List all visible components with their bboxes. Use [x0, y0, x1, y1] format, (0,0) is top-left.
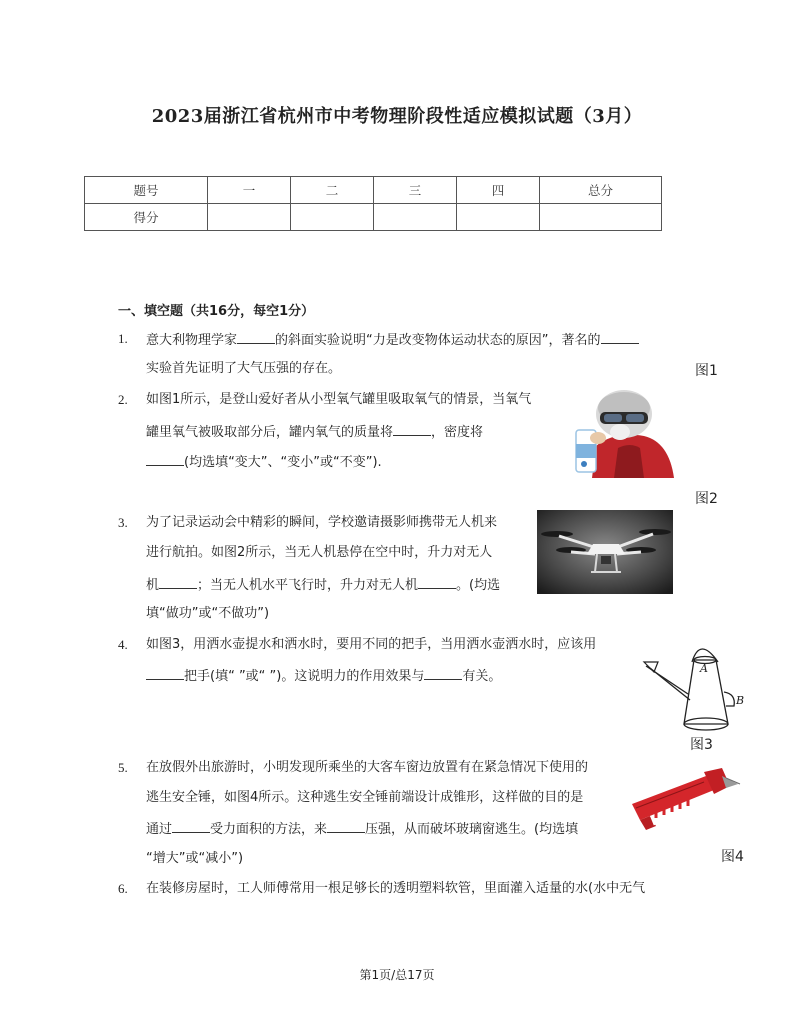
- table-cell: 四: [457, 177, 540, 204]
- question-number: 5.: [118, 760, 128, 775]
- question-line: 为了记录运动会中精彩的瞬间，学校邀请摄影师携带无人机来: [146, 515, 498, 530]
- question-line: 进行航拍。如图2所示，当无人机悬停在空中时，升力对无人: [146, 545, 493, 560]
- figure-point-label: B: [736, 694, 745, 707]
- figure-point-label: A: [700, 662, 708, 675]
- question-number: 2.: [118, 392, 128, 407]
- section-heading: 一、填空题（共16分，每空1分）: [118, 304, 315, 319]
- question-line: 填“做功”或“不做功”): [146, 606, 270, 621]
- table-cell: 得分: [85, 204, 208, 231]
- answer-blank[interactable]: [172, 820, 210, 833]
- question-line: “增大”或“减小”): [146, 851, 244, 866]
- answer-blank[interactable]: [601, 331, 639, 344]
- answer-blank[interactable]: [146, 453, 184, 466]
- answer-blank[interactable]: [393, 423, 431, 436]
- figure-label: 图4: [721, 849, 744, 865]
- score-input-cell[interactable]: [291, 204, 374, 231]
- question-line: (均选填“变大”、“变小”或“不变”).: [146, 453, 382, 471]
- answer-blank[interactable]: [424, 667, 462, 680]
- table-row: [85, 204, 662, 231]
- figure-label: 图3: [690, 737, 713, 753]
- table-cell: 总分: [540, 177, 662, 204]
- question-line: 把手(填“ ”或“ ”)。这说明力的作用效果与 有关。: [146, 667, 501, 685]
- answer-blank[interactable]: [418, 576, 456, 589]
- answer-blank[interactable]: [159, 576, 197, 589]
- drone-image: [537, 510, 673, 594]
- score-input-cell[interactable]: [540, 204, 662, 231]
- table-row: [85, 177, 662, 204]
- watering-can-diagram: [640, 632, 746, 736]
- score-input-cell[interactable]: [374, 204, 457, 231]
- table-cell: 二: [291, 177, 374, 204]
- question-line: 机 ；当无人机水平飞行时，升力对无人机 。(均选: [146, 578, 501, 593]
- score-input-cell[interactable]: [457, 204, 540, 231]
- question-line: 逃生安全锤，如图4所示。这种逃生安全锤前端设计成锥形，这样做的目的是: [146, 790, 584, 805]
- score-table: [84, 176, 662, 231]
- table-cell: 三: [374, 177, 457, 204]
- answer-blank[interactable]: [146, 667, 184, 680]
- question-line: 如图1所示，是登山爱好者从小型氧气罐里吸取氧气的情景，当氧气: [146, 392, 532, 407]
- answer-blank[interactable]: [327, 820, 365, 833]
- score-input-cell[interactable]: [208, 204, 291, 231]
- question-line: 通过 受力面积的方法，来 压强，从而破坏玻璃窗逃生。(均选填: [146, 822, 579, 837]
- question-number: 3.: [118, 515, 128, 530]
- table-cell: 一: [208, 177, 291, 204]
- question-number: 6.: [118, 881, 128, 896]
- answer-blank[interactable]: [237, 331, 275, 344]
- question-line: 如图3，用洒水壶提水和洒水时，要用不同的把手，当用洒水壶洒水时，应该用: [146, 637, 597, 652]
- question-line: 在装修房屋时，工人师傅常用一根足够长的透明塑料软管，里面灌入适量的水(水中无气: [146, 881, 646, 896]
- page-footer: 第1页/总17页: [359, 968, 435, 982]
- figure-label: 图2: [695, 491, 718, 507]
- figure-label: 图1: [695, 363, 718, 379]
- question-number: 1.: [118, 331, 128, 346]
- safety-hammer-image: [626, 764, 742, 836]
- question-line: 意大利物理学家 的斜面实验说明“力是改变物体运动状态的原因”，著名的: [146, 331, 639, 349]
- question-line: 实验首先证明了大气压强的存在。: [146, 361, 342, 376]
- table-cell: 题号: [85, 177, 208, 204]
- climber-oxygen-image: [574, 386, 676, 478]
- page-title: 2023届浙江省杭州市中考物理阶段性适应模拟试题（3月）: [151, 106, 643, 127]
- question-number: 4.: [118, 637, 128, 652]
- question-line: 在放假外出旅游时，小明发现所乘坐的大客车窗边放置有在紧急情况下使用的: [146, 760, 589, 775]
- question-line: 罐里氧气被吸取部分后，罐内氧气的质量将 ，密度将: [146, 425, 484, 440]
